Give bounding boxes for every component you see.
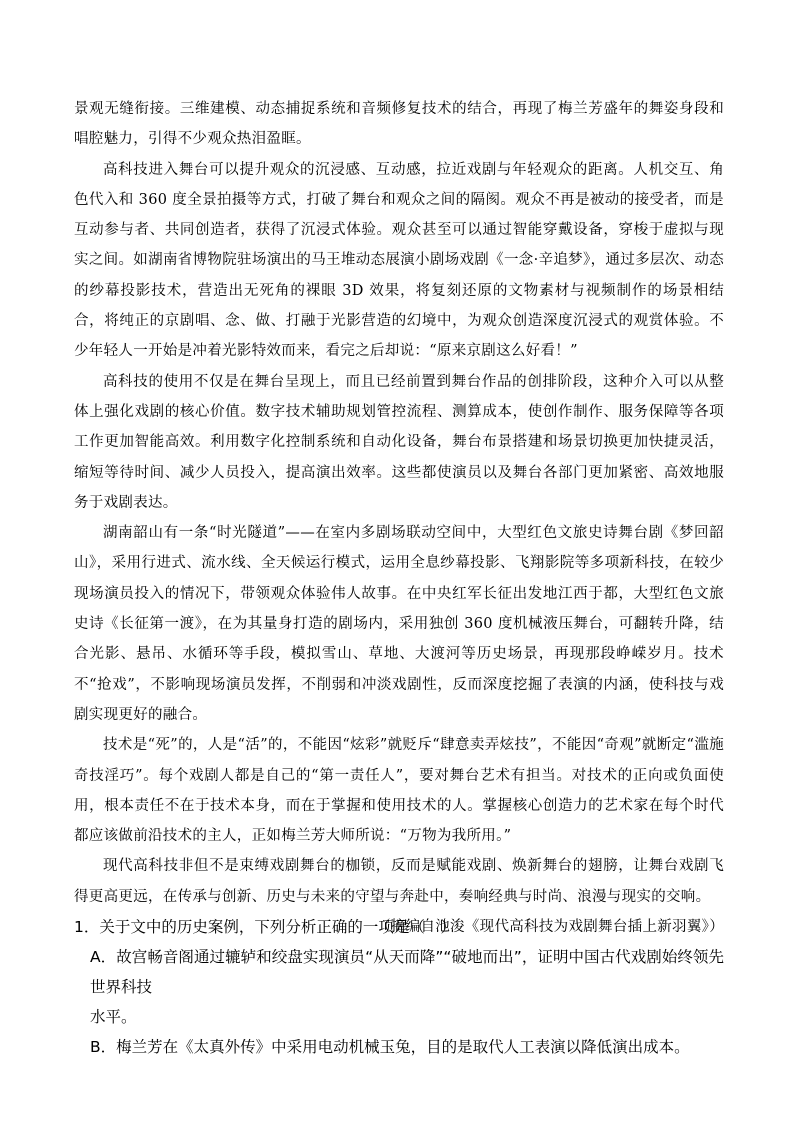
article-paragraph: 湖南韶山有一条“时光隧道”——在室内多剧场联动空间中，大型红色文旅史诗舞台剧《梦回韶山》，采用行进式、流水线、全天候运行模式，运用全息纱幕投影、飞翔影院等多项新科技，在较少现场演员投入的情况下，带领观众体验伟人故事。在中央红军长征出发地江西于都，大型红色文旅史诗《长征第一渡》，在为其量身打造的剧场内，采用独创 360 度机械液压舞台，可翻转升降，结合光影、悬吊、水循环等手段，模拟雪山、草地、大渡河等历史场景，再现那段峥嵘岁月。技术不“抢戏”，不影响现场演员发挥，不削弱和冲淡戏剧性，反而深度挖掘了表演的内涵，使科技与戏剧实现更好的融合。 <box>74 525 724 723</box>
option-a: A．故宫畅音阁通过辘轳和绞盘实现演员“从天而降”“破地而出”，证明中国古代戏剧始终领先世界科技 <box>90 948 724 996</box>
question-section <box>74 912 724 1062</box>
article-paragraph: 现代高科技非但不是束缚戏剧舞台的枷锁，反而是赋能戏剧、焕新舞台的翅膀，让舞台戏剧飞得更高更远，在传承与创新、历史与未来的守望与奔赴中，奏响经典与时尚、浪漫与现实的交响。 <box>74 858 724 905</box>
article-paragraph: 高科技的使用不仅是在舞台呈现上，而且已经前置到舞台作品的创排阶段，这种介入可以从整体上强化戏剧的核心价值。数字技术辅助规划管控流程、测算成本，使创作制作、服务保障等各项工作更加智能高效。利用数字化控制系统和自动化设备，舞台布景搭建和场景切换更加快捷灵活，缩短等待时间、减少人员投入，提高演出效率。这些都使演员以及舞台各部门更加紧密、高效地服务于戏剧表达。 <box>74 373 724 511</box>
article-paragraph: 技术是“死”的，人是“活”的，不能因“炫彩”就贬斥“肆意卖弄炫技”，不能因“奇观”就断定“滥施奇技淫巧”。每个戏剧人都是自己的“第一责任人”，要对舞台艺术有担当。对技术的正向或负面使用，根本责任不在于技术本身，而在于掌握和使用技术的人。掌握核心创造力的艺术家在每个时代都应该做前沿技术的主人，正如梅兰芳大师所说：“万物为我所用。” <box>74 737 724 845</box>
article-paragraph: 高科技进入舞台可以提升观众的沉浸感、互动感，拉近戏剧与年轻观众的距离。人机交互、角色代入和 360 度全景拍摄等方式，打破了舞台和观众之间的隔阂。观众不再是被动的接受者，而是互动参与者、共同创造者，获得了沉浸式体验。观众甚至可以通过智能穿戴设备，穿梭于虚拟与现实之间。如湖南省博物院驻场演出的马王堆动态展演小剧场戏剧《一念·辛追梦》，通过多层次、动态的纱幕投影技术，营造出无死角的裸眼 3D 效果，将复刻还原的文物素材与视频制作的场景相结合，将纯正的京剧唱、念、做、打融于光影营造的幻境中，为观众创造深度沉浸式的观赏体验。不少年轻人一开始是冲着光影特效而来，看完之后却说：“原来京剧这么好看！” <box>74 161 724 360</box>
article-paragraph-continued: 景观无缝衔接。三维建模、动态捕捉系统和音频修复技术的结合，再现了梅兰芳盛年的舞姿身段和唱腔魅力，引得不少观众热泪盈眶。 <box>74 101 724 148</box>
option-a-continued: 水平。 <box>90 1008 137 1026</box>
question-stem: 1．关于文中的历史案例，下列分析正确的一项是（ ） <box>74 918 456 936</box>
option-b: B．梅兰芳在《太真外传》中采用电动机械玉兔，目的是取代人工表演以降低演出成本。 <box>90 1038 690 1056</box>
article-source: （摘编自池浚《现代高科技为戏剧舞台插上新羽翼》） <box>376 919 724 936</box>
article-body <box>74 94 724 942</box>
